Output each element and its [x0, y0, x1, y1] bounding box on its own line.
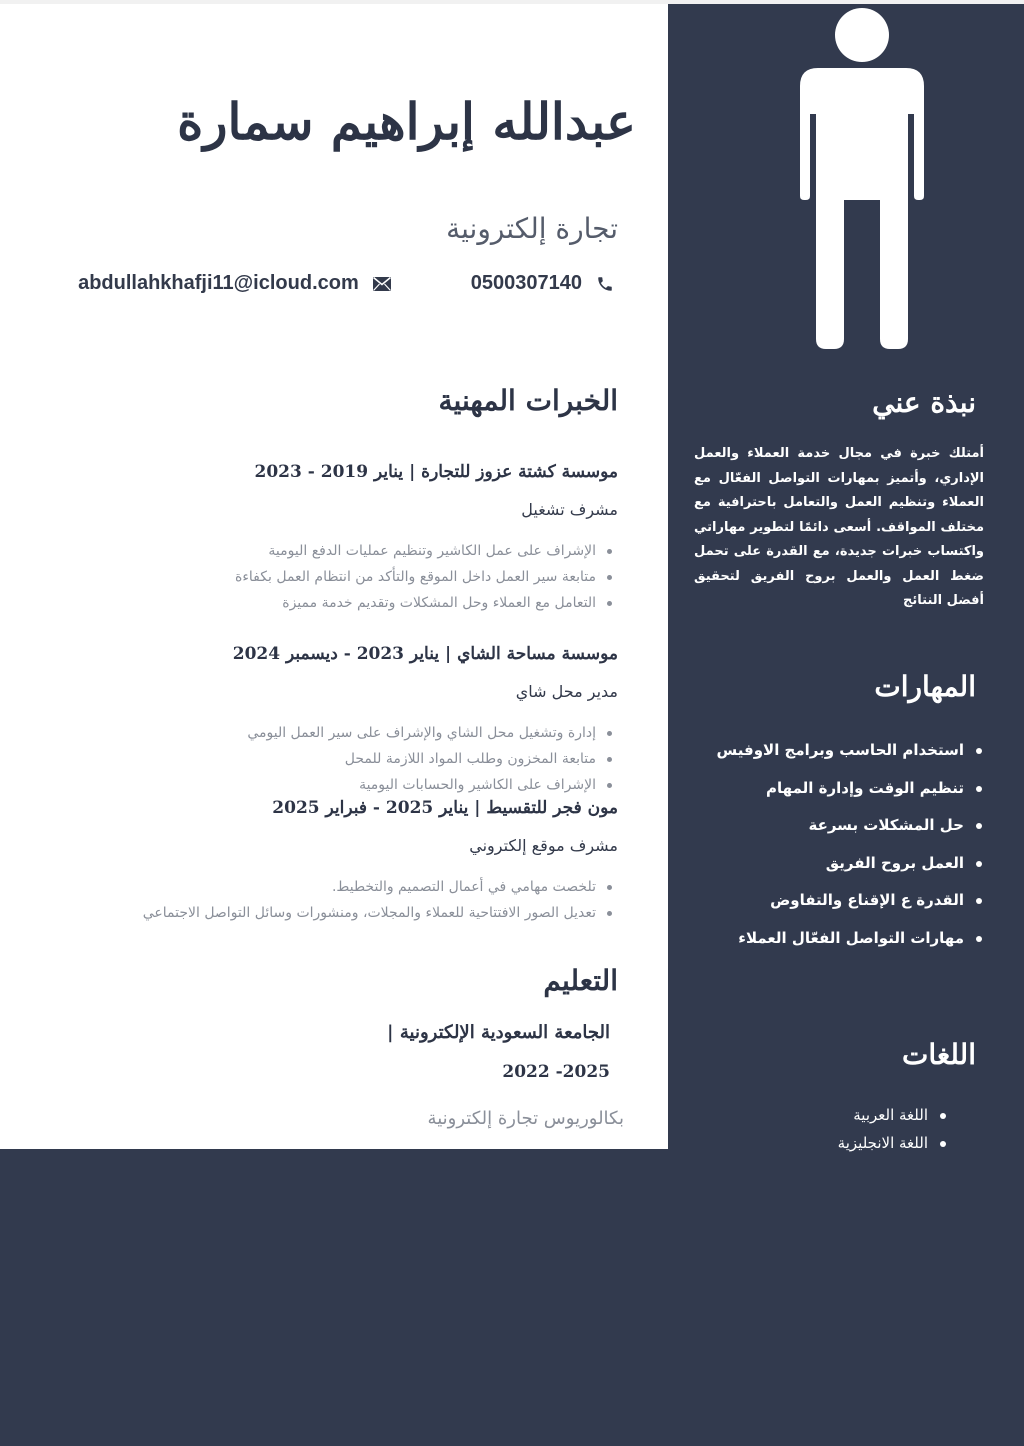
job-entry	[18, 644, 618, 798]
job-bullet: تلخصت مهامي في أعمال التصميم والتخطيط.	[18, 874, 618, 900]
languages-heading: اللغات	[902, 1038, 976, 1071]
job-bullet: الإشراف على عمل الكاشير وتنظيم عمليات الدفع اليومية	[18, 538, 618, 564]
job-bullet: تعديل الصور الافتتاحية للعملاء والمجلات، ومنشورات وسائل التواصل الاجتماعي	[18, 900, 618, 926]
job-bullet: الإشراف على الكاشير والحسابات اليومية	[18, 772, 618, 798]
job-role: مدير محل شاي	[515, 682, 618, 701]
skills-list	[717, 732, 990, 957]
education-heading: التعليم	[543, 964, 618, 997]
experience-heading: الخبرات المهنية	[438, 384, 618, 417]
job-bullet: إدارة وتشغيل محل الشاي والإشراف على سير العمل اليومي	[18, 720, 618, 746]
job-role: مشرف موقع إلكتروني	[469, 836, 618, 855]
education-school: الجامعة السعودية الإلكترونية |	[387, 1022, 610, 1043]
job-header: موسسة مساحة الشاي | يناير 2023 - ديسمبر 2024	[232, 644, 618, 664]
skill-item: القدرة ع الإقناع والتفاوض	[717, 882, 990, 920]
contact-row	[78, 272, 614, 295]
education-years: 2025- 2022	[502, 1062, 610, 1082]
language-item: اللغة العربية	[838, 1101, 954, 1129]
skill-item: مهارات التواصل الفعّال العملاء	[717, 920, 990, 958]
job-bullet-list	[18, 874, 618, 926]
job-role: مشرف تشغيل	[521, 500, 618, 519]
skill-item: حل المشكلات بسرعة	[717, 807, 990, 845]
skill-item: تنظيم الوقت وإدارة المهام	[717, 770, 990, 808]
education-degree: بكالوريوس تجارة إلكترونية	[427, 1108, 624, 1129]
skills-heading: المهارات	[874, 670, 976, 703]
language-item: اللغة الانجليزية	[838, 1129, 954, 1157]
job-bullet: التعامل مع العملاء وحل المشكلات وتقديم خدمة مميزة	[18, 590, 618, 616]
phone-contact	[471, 272, 614, 295]
sidebar	[668, 4, 1024, 1152]
phone-number[interactable]: 0500307140	[470, 272, 582, 294]
phone-icon	[596, 275, 614, 293]
main-panel	[0, 4, 668, 1149]
envelope-icon	[373, 277, 391, 291]
skill-item: استخدام الحاسب وبرامج الاوفيس	[717, 732, 990, 770]
about-heading: نبذة عني	[872, 386, 976, 419]
languages-list	[838, 1101, 954, 1157]
person-silhouette-icon	[800, 4, 924, 353]
job-entry	[18, 462, 618, 616]
job-bullet: متابعة المخزون وطلب المواد اللازمة للمحل	[18, 746, 618, 772]
full-name: عبدالله إبراهيم سمارة	[177, 92, 636, 151]
job-entry	[18, 798, 618, 926]
job-bullet-list	[18, 538, 618, 616]
job-title: تجارة إلكترونية	[446, 212, 618, 245]
job-header: مون فجر للتقسيط | يناير 2025 - فبراير 2025	[272, 798, 618, 818]
job-bullet: متابعة سير العمل داخل الموقع والتأكد من انتظام العمل بكفاءة	[18, 564, 618, 590]
email-address[interactable]: abdullahkhafji11@icloud.com	[78, 272, 359, 294]
email-contact	[78, 272, 391, 295]
job-header: موسسة كشتة عزوز للتجارة | يناير 2019 - 2023	[254, 462, 618, 482]
skill-item: العمل بروح الفريق	[717, 845, 990, 883]
job-bullet-list	[18, 720, 618, 798]
about-paragraph: أمتلك خبرة في مجال خدمة العملاء والعمل الإداري، وأتميز بمهارات التواصل الفعّال مع العملاء وتنظيم العمل والتعامل باحترافية مع مختلف المواقف. أسعى دائمًا لتطوير مهاراتي واكتساب خبرات جديدة، مع القدرة على تحمل ضغط العمل والعمل بروح الفريق لتحقيق أفضل النتائج	[694, 446, 984, 608]
